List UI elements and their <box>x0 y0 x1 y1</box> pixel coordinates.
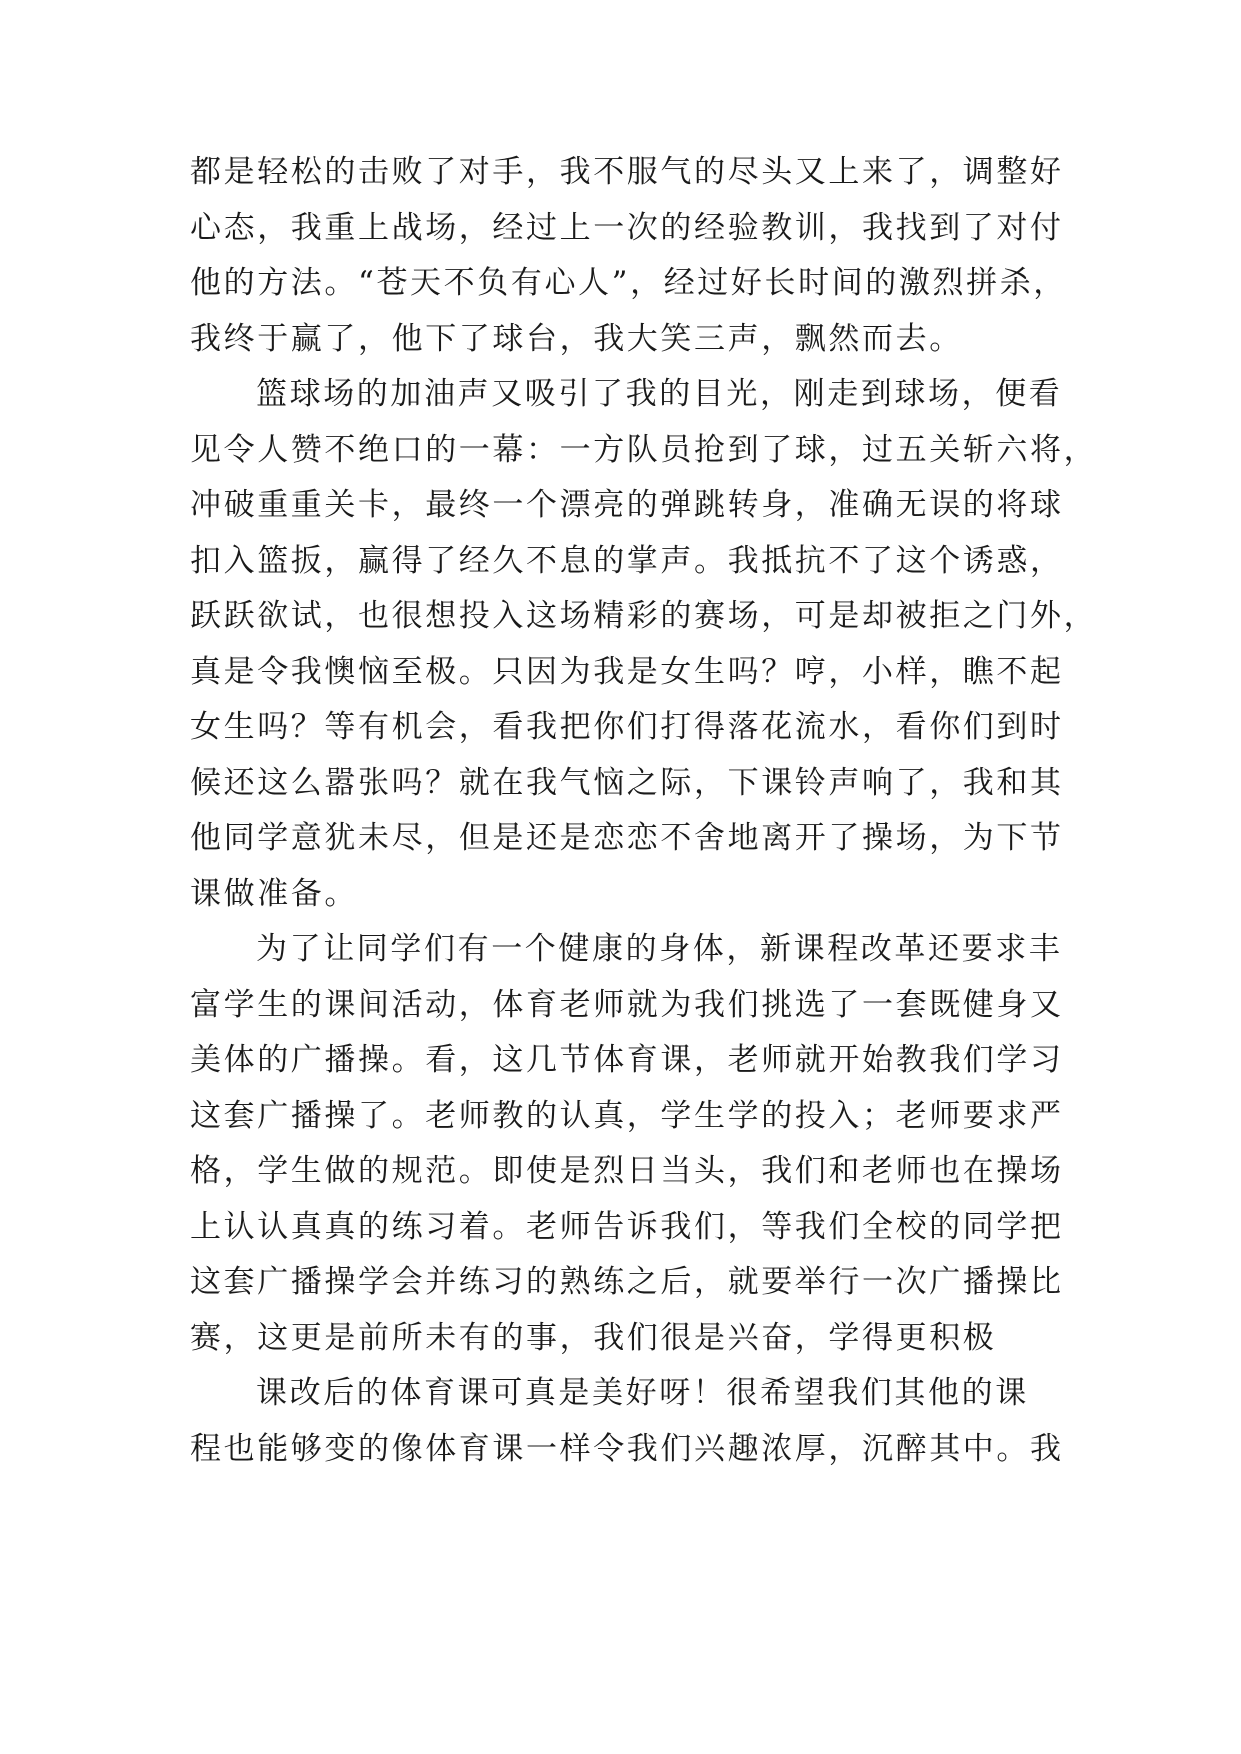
text-line: 为了让同学们有一个健康的身体，新课程改革还要求丰 <box>256 931 1063 967</box>
text-line: 课做准备。 <box>190 875 358 912</box>
document-body <box>190 145 1098 1477</box>
text-line: 扣入篮扳，赢得了经久不息的掌声。我抵抗不了这个诱惑， <box>190 542 1064 579</box>
text-line: 见令人赞不绝口的一幕：一方队员抢到了球，过五关斩六将， <box>190 431 1098 468</box>
text-line: 我终于赢了，他下了球台，我大笑三声，飘然而去。 <box>190 320 963 357</box>
text-line: 跃跃欲试，也很想投入这场精彩的赛场，可是却被拒之门外， <box>190 598 1098 634</box>
text-line: 他同学意犹未尽，但是还是恋恋不舍地离开了操场，为下节 <box>190 820 1064 856</box>
text-line: 格，学生做的规范。即使是烈日当头，我们和老师也在操场 <box>190 1153 1064 1189</box>
text-line: 富学生的课间活动，体育老师就为我们挑选了一套既健身又 <box>190 986 1064 1023</box>
text-line: 课改后的体育课可真是美好呀！很希望我们其他的课 <box>256 1375 1029 1411</box>
text-line: 这套广播操学会并练习的熟练之后，就要举行一次广播操比 <box>190 1264 1064 1300</box>
text-line: 候还这么嚣张吗？就在我气恼之际，下课铃声响了，我和其 <box>190 764 1064 801</box>
text-line: 女生吗？等有机会，看我把你们打得落花流水，看你们到时 <box>190 709 1064 745</box>
text-line: 美体的广播操。看，这几节体育课，老师就开始教我们学习 <box>190 1042 1064 1078</box>
text-line: 上认认真真的练习着。老师告诉我们，等我们全校的同学把 <box>190 1208 1064 1245</box>
text-line: 篮球场的加油声又吸引了我的目光，刚走到球场，便看 <box>256 376 1063 412</box>
text-line: 他的方法。“苍天不负有心人”，经过好长时间的激烈拼杀， <box>190 265 1067 301</box>
text-line: 心态，我重上战场，经过上一次的经验教训，我找到了对付 <box>190 209 1064 246</box>
text-line: 冲破重重关卡，最终一个漂亮的弹跳转身，准确无误的将球 <box>190 487 1064 523</box>
text-line: 赛，这更是前所未有的事，我们很是兴奋，学得更积极 <box>190 1319 997 1356</box>
text-line: 都是轻松的击败了对手，我不服气的尽头又上来了，调整好 <box>190 154 1064 190</box>
text-line: 程也能够变的像体育课一样令我们兴趣浓厚，沉醉其中。我 <box>190 1430 1064 1467</box>
text-line: 这套广播操了。老师教的认真，学生学的投入；老师要求严 <box>190 1097 1064 1134</box>
text-line: 真是令我懊恼至极。只因为我是女生吗？哼，小样，瞧不起 <box>190 653 1064 690</box>
